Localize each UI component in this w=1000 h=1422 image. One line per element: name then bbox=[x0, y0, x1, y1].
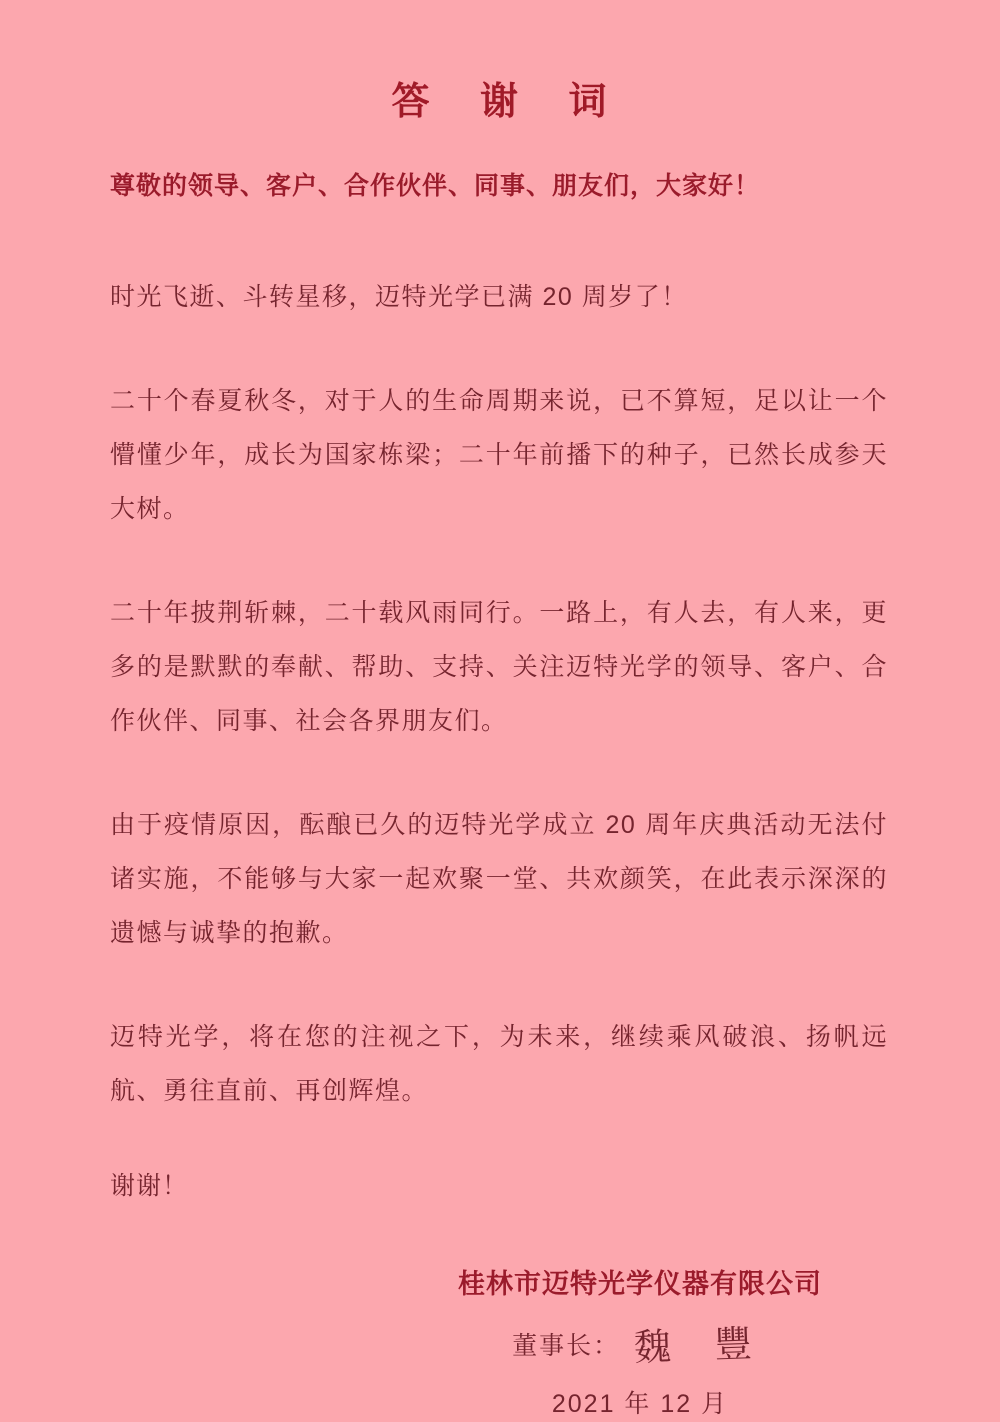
company-name: 桂林市迈特光学仪器有限公司 bbox=[458, 1269, 822, 1299]
paragraph-future-outlook: 迈特光学，将在您的注视之下，为未来，继续乘风破浪、扬帆远航、勇往直前、再创辉煌。 bbox=[110, 1023, 888, 1105]
page-title: 答 谢 词 bbox=[391, 81, 627, 123]
paragraph-pandemic-apology: 由于疫情原因，酝酿已久的迈特光学成立 20 周年庆典活动无法付诸实施，不能够与大家一起欢聚一堂、共欢颜笑，在此表示深深的遗憾与诚挚的抱歉。 bbox=[110, 811, 888, 947]
paragraph-journey-thanks: 二十年披荆斩棘，二十载风雨同行。一路上，有人去，有人来，更多的是默默的奉献、帮助、支持、关注迈特光学的领导、客户、合作伙伴、同事、社会各界朋友们。 bbox=[110, 599, 888, 735]
chairman-handwritten-signature: 魏 豐 bbox=[633, 1321, 769, 1370]
salutation-line: 尊敬的领导、客户、合作伙伴、同事、朋友们，大家好！ bbox=[110, 172, 761, 200]
chairman-signature-line bbox=[458, 1321, 822, 1370]
chairman-title-label: 董事长： bbox=[512, 1332, 621, 1360]
paragraph-anniversary: 时光飞逝、斗转星移，迈特光学已满 20 周岁了！ bbox=[110, 283, 688, 311]
closing-thanks: 谢谢！ bbox=[110, 1172, 189, 1200]
signature-block bbox=[458, 1266, 822, 1422]
date-line: 2021 年 12 月 bbox=[551, 1390, 729, 1418]
paragraph-twenty-years-growth: 二十个春夏秋冬，对于人的生命周期来说，已不算短，足以让一个懵懂少年，成长为国家栋梁；二十年前播下的种子，已然长成参天大树。 bbox=[110, 387, 888, 523]
